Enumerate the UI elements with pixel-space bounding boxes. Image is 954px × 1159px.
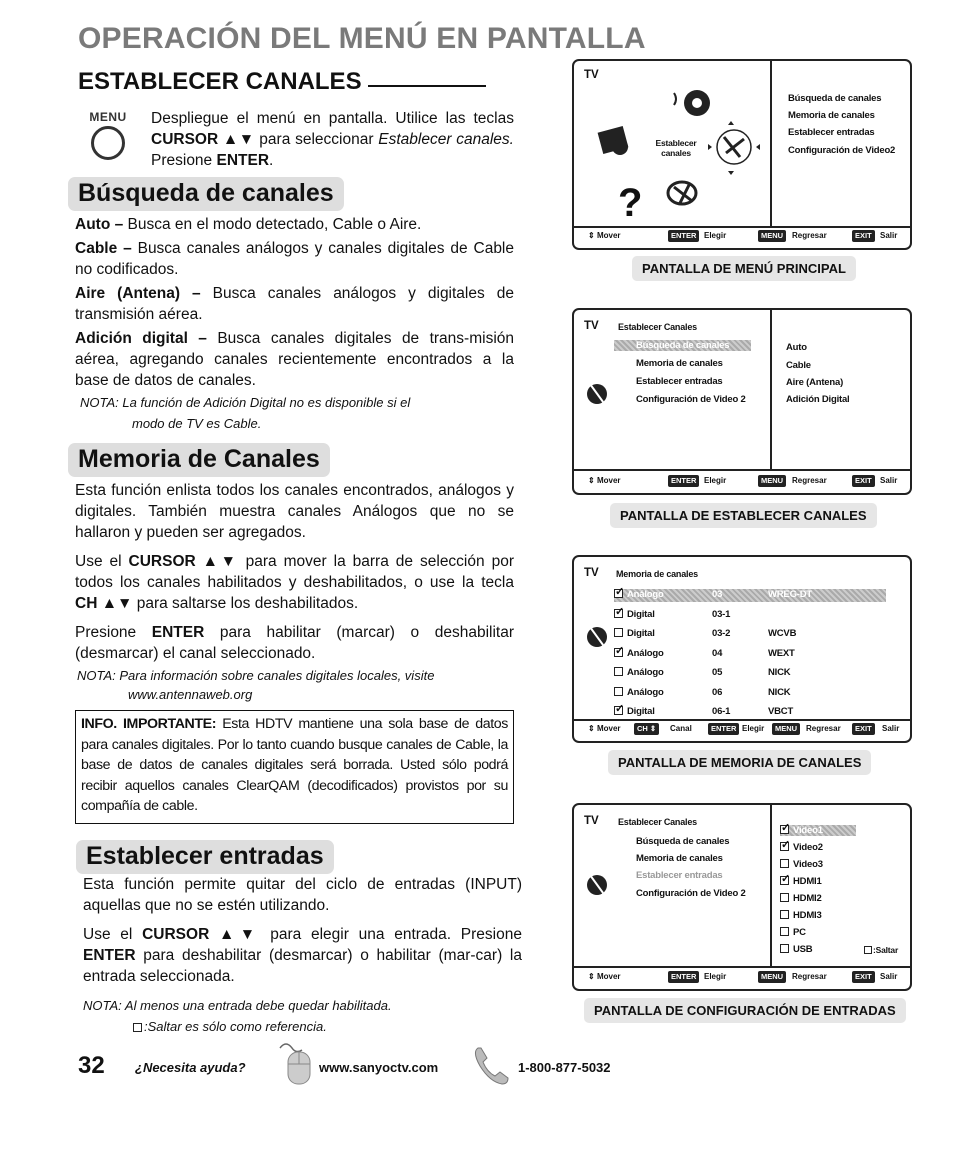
input-row[interactable]: [780, 893, 822, 904]
memoria-header: Memoria de Canales: [68, 443, 330, 477]
input-name: HDMI2: [793, 893, 822, 904]
input-checkbox[interactable]: [780, 927, 789, 936]
menu-key: MENU: [758, 971, 786, 983]
exit-key: EXIT: [852, 230, 875, 242]
memoria-p3: Presione ENTER para habilitar (marcar) o deshabilitar (desmarcar) el canal seleccionado.: [75, 624, 514, 662]
channel-type: Análogo: [627, 647, 664, 659]
option-auto[interactable]: Auto: [786, 342, 807, 353]
page-number: 32: [78, 1052, 105, 1079]
menu-button-icon: [80, 110, 136, 166]
channel-row[interactable]: [614, 667, 874, 680]
screen-main-menu: [572, 59, 912, 250]
option-video2[interactable]: Configuración de Video2: [788, 145, 896, 156]
menu-key: MENU: [772, 723, 800, 735]
channel-row[interactable]: [614, 628, 874, 641]
input-row[interactable]: [780, 944, 812, 955]
caption-memoria: PANTALLA DE MEMORIA DE CANALES: [608, 750, 871, 775]
input-checkbox[interactable]: [780, 910, 789, 919]
channel-name: WEXT: [768, 647, 795, 659]
svg-text:?: ?: [618, 181, 643, 221]
input-name: PC: [793, 927, 806, 938]
input-row[interactable]: [780, 825, 856, 836]
option-adicion[interactable]: Adición Digital: [786, 394, 850, 405]
channel-name: NICK: [768, 686, 791, 698]
tv-label: TV: [584, 815, 599, 827]
channel-name: NICK: [768, 667, 791, 678]
option-memoria[interactable]: Memoria de canales: [788, 110, 875, 121]
screen-entradas: [572, 803, 912, 991]
key-bar: ⇕ Mover ENTER Elegir MENU Regresar EXIT Salir: [588, 476, 898, 485]
input-row[interactable]: [780, 842, 823, 853]
option-aire[interactable]: Aire (Antena): [786, 377, 844, 388]
item-video2[interactable]: Configuración de Video 2: [636, 394, 746, 405]
enter-key: ENTER: [668, 230, 699, 242]
input-name: USB: [793, 944, 813, 955]
memoria-note: NOTA: Para información sobre canales digitales locales, visite www.antennaweb.org: [77, 668, 435, 702]
key-bar: ⇕ Mover ENTER Elegir MENU Regresar EXIT Salir: [588, 972, 898, 981]
channel-name: WREG-DT: [768, 589, 812, 600]
channel-type: Análogo: [627, 589, 664, 600]
channel-checkbox[interactable]: [614, 667, 623, 676]
satellite-icon: [584, 623, 610, 653]
input-checkbox[interactable]: [780, 944, 789, 953]
option-entradas[interactable]: Establecer entradas: [788, 127, 875, 138]
channel-number: 06-1: [712, 706, 731, 717]
input-name: Video1: [793, 825, 823, 836]
screen-memoria: [572, 555, 912, 743]
channel-name: VBCT: [768, 706, 794, 717]
page-title: OPERACIÓN DEL MENÚ EN PANTALLA: [78, 22, 646, 55]
input-checkbox[interactable]: [780, 842, 789, 851]
screen-heading: Memoria de canales: [616, 569, 698, 579]
saltar-legend: :Saltar: [864, 945, 898, 955]
channel-checkbox[interactable]: [614, 609, 623, 618]
channel-number: 05: [712, 667, 723, 678]
screen-establecer-canales: [572, 308, 912, 495]
item-busqueda-selected[interactable]: Búsqueda de canales: [614, 340, 751, 351]
caption-establecer: PANTALLA DE ESTABLECER CANALES: [610, 503, 877, 528]
exit-key: EXIT: [852, 475, 875, 487]
section-title: ESTABLECER CANALES: [78, 68, 486, 96]
tv-label: TV: [584, 69, 599, 81]
memoria-p2: Use el CURSOR ▲▼ para mover la barra de selección por todos los canales habilitados y deshabilitados, o use la tecla CH ▲▼ para saltarse los deshabilitados.: [75, 553, 514, 612]
memoria-p1: Esta función enlista todos los canales encontrados, análogos y digitales. También muestra canales Análogos que no se hallaron y pueden ser agregados.: [75, 482, 514, 541]
item-memoria[interactable]: Memoria de canales: [636, 358, 723, 369]
channel-number: 06: [712, 686, 723, 698]
key-bar: ⇕ Mover ENTER Elegir MENU Regresar EXIT Salir: [588, 231, 898, 240]
channel-number: 03-1: [712, 608, 731, 620]
busqueda-note: NOTA: La función de Adición Digital no es disponible si el modo de TV es Cable.: [80, 395, 411, 431]
item-busqueda[interactable]: Búsqueda de canales: [636, 836, 730, 847]
input-row[interactable]: [780, 910, 822, 921]
menu-icon-label: MENU: [89, 110, 127, 124]
exit-key: EXIT: [852, 723, 875, 735]
establecer-canales-label: Establecer canales: [655, 138, 697, 158]
phone-icon: [472, 1044, 514, 1086]
channel-row[interactable]: [614, 687, 874, 700]
input-checkbox[interactable]: [780, 825, 789, 834]
channel-row[interactable]: [614, 609, 874, 622]
input-row[interactable]: [780, 927, 806, 938]
input-row[interactable]: [780, 876, 822, 887]
entradas-p1: Esta función permite quitar del ciclo de entradas (INPUT) aquellas que no se estén utilizando.: [83, 876, 522, 914]
info-box: INFO. IMPORTANTE: Esta HDTV mantiene una sola base de datos para canales digitales. Por lo tanto cuando busque canales de Cable, la base de datos de canales digitales será borrada. Usted sólo podrá recibir aquellos canales ClearQAM (decodificados) provistos por su compañía de cable.: [75, 710, 514, 824]
input-checkbox[interactable]: [780, 893, 789, 902]
option-cable[interactable]: Cable: [786, 360, 811, 371]
caption-entradas: PANTALLA DE CONFIGURACIÓN DE ENTRADAS: [584, 998, 906, 1023]
channel-row[interactable]: [614, 589, 886, 602]
move-hint-arrows: ⇕ Mover: [588, 231, 621, 240]
channel-checkbox[interactable]: [614, 628, 623, 637]
channel-checkbox[interactable]: [614, 589, 623, 598]
satellite-icon: [584, 871, 610, 901]
channel-number: 03-2: [712, 628, 731, 639]
busqueda-header: Búsqueda de canales: [68, 177, 344, 211]
channel-name: WCVB: [768, 628, 797, 639]
menu-key: MENU: [758, 230, 786, 242]
channel-number: 04: [712, 647, 723, 659]
website-link[interactable]: www.sanyoctv.com: [319, 1060, 439, 1075]
caption-main-menu: PANTALLA DE MENÚ PRINCIPAL: [632, 256, 856, 281]
channel-checkbox[interactable]: [614, 687, 623, 696]
tv-label: TV: [584, 567, 599, 579]
mouse-icon: [276, 1040, 316, 1086]
phone-number: 1-800-877-5032: [518, 1060, 611, 1075]
exit-key: EXIT: [852, 971, 875, 983]
ch-key: CH ⇕: [634, 723, 659, 735]
intro-paragraph: Despliegue el menú en pantalla. Utilice las teclas CURSOR ▲▼ para seleccionar Establecer canales. Presione ENTER.: [151, 110, 514, 169]
item-video2[interactable]: Configuración de Video 2: [636, 888, 746, 899]
channel-type: Análogo: [627, 686, 664, 698]
channel-row[interactable]: [614, 706, 874, 719]
item-entradas[interactable]: Establecer entradas: [636, 376, 723, 387]
item-memoria[interactable]: Memoria de canales: [636, 853, 723, 864]
entradas-note: NOTA: Al menos una entrada debe quedar habilitada. :Saltar es sólo como referencia.: [83, 998, 392, 1034]
input-name: Video2: [793, 842, 823, 853]
item-entradas-selected[interactable]: Establecer entradas: [636, 870, 723, 881]
satellite-icon: [584, 380, 610, 410]
channel-row[interactable]: [614, 648, 874, 661]
screen-heading: Establecer Canales: [618, 817, 697, 827]
entradas-p2: Use el CURSOR ▲▼ para elegir una entrada. Presione ENTER para deshabilitar (desmarcar) o habilitar (mar-car) la entrada seleccionada.: [83, 926, 522, 985]
help-text: ¿Necesita ayuda?: [135, 1060, 246, 1075]
busqueda-list: Auto – Busca en el modo detectado, Cable o Aire. Cable – Busca canales análogos y canales digitales de Cable no codificados. Aire (Antena) – Busca canales análogos y digitales de transmisión aérea. Adición digital – Busca canales digitales de trans-misión aérea, agregando canales recientemente encontrados a la base de datos de canales.: [75, 216, 515, 389]
channel-type: Digital: [627, 608, 655, 620]
channel-type: Digital: [627, 628, 655, 639]
channel-checkbox[interactable]: [614, 706, 623, 715]
enter-key: ENTER: [708, 723, 739, 735]
channel-type: Análogo: [627, 667, 664, 678]
entradas-header: Establecer entradas: [76, 840, 334, 874]
input-name: Video3: [793, 859, 823, 870]
tv-label: TV: [584, 320, 599, 332]
input-row[interactable]: [780, 859, 823, 870]
input-name: HDMI1: [793, 876, 822, 887]
input-checkbox[interactable]: [780, 876, 789, 885]
option-busqueda[interactable]: Búsqueda de canales: [788, 93, 882, 104]
channel-number: 03: [712, 589, 723, 600]
screen-heading: Establecer Canales: [618, 322, 697, 332]
menu-key: MENU: [758, 475, 786, 487]
input-name: HDMI3: [793, 910, 822, 921]
key-bar: ⇕ Mover CH ⇕ Canal ENTER Elegir MENU Regresar EXIT Salir: [588, 724, 900, 733]
enter-key: ENTER: [668, 971, 699, 983]
enter-key: ENTER: [668, 475, 699, 487]
channel-type: Digital: [627, 706, 655, 717]
input-checkbox[interactable]: [780, 859, 789, 868]
channel-checkbox[interactable]: [614, 648, 623, 657]
